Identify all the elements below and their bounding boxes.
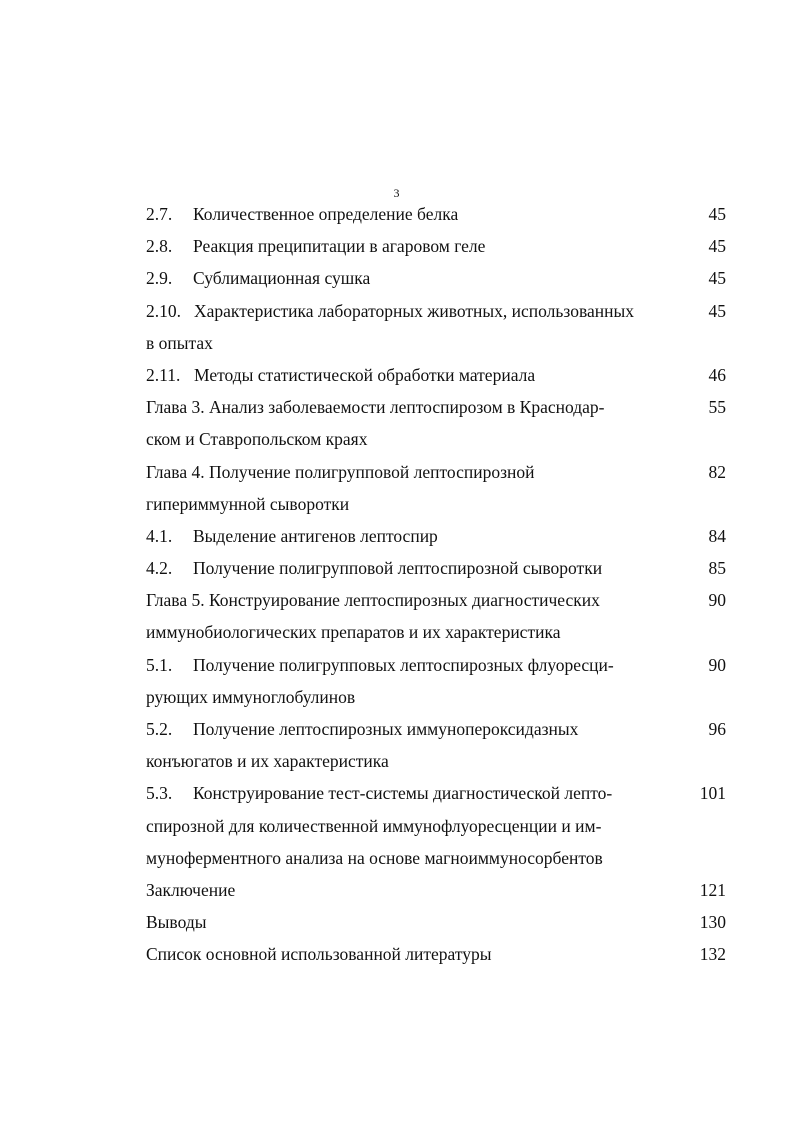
toc-line <box>146 327 726 359</box>
toc-entry-title: Количественное определение белка <box>193 204 459 224</box>
toc-line <box>146 745 726 777</box>
toc-line <box>146 456 726 488</box>
toc-entry-title-continued: иммунобиологических препаратов и их характеристика <box>146 622 561 643</box>
toc-line <box>146 874 726 906</box>
toc-entry-page: 45 <box>708 204 726 224</box>
toc-entry-page: 121 <box>699 879 726 900</box>
toc-entry-number: 5.3. <box>146 783 173 804</box>
toc-entry-number: 5.1. <box>146 654 173 675</box>
toc-line <box>146 842 726 874</box>
toc-entry-title: Характеристика лабораторных животных, использованных <box>194 300 634 321</box>
toc-entry-page: 46 <box>708 364 726 385</box>
toc-line <box>146 262 726 294</box>
toc-entry-title: Глава 3. Анализ заболеваемости лептоспирозом в Краснодар- <box>146 397 605 418</box>
toc-line <box>146 230 726 262</box>
toc-line <box>146 391 726 423</box>
toc-line <box>146 938 726 970</box>
toc-entry-title: Глава 5. Конструирование лептоспирозных диагностических <box>146 590 600 611</box>
toc-entry-title-continued: муноферментного анализа на основе магноиммуносорбентов <box>146 847 603 868</box>
toc-entry-title: Методы статистической обработки материала <box>194 364 536 385</box>
toc-line <box>146 713 726 745</box>
toc-entry-title: Глава 4. Получение полигрупповой лептоспирозной <box>146 461 535 482</box>
toc-line <box>146 810 726 842</box>
toc-entry-number: 2.10. <box>146 300 181 321</box>
toc-entry-title: Получение полигрупповой лептоспирозной сыворотки <box>193 558 603 579</box>
toc-entry-title: Сублимационная сушка <box>193 268 371 289</box>
toc-entry-title: Выводы <box>146 912 207 933</box>
toc-entry-title-continued: спирозной для количественной иммунофлуоресценции и им- <box>146 815 602 836</box>
page-number: 3 <box>393 186 400 200</box>
toc-line <box>146 423 726 455</box>
toc-entry-number: 5.2. <box>146 719 173 739</box>
toc-entry-page: 96 <box>708 719 726 739</box>
toc-entry-title: Список основной использованной литературы <box>146 944 492 965</box>
toc-entry-title-continued: ском и Ставропольском краях <box>146 429 368 450</box>
toc-line <box>146 198 726 230</box>
toc-entry-title: Получение лептоспирозных иммунопероксидазных <box>193 719 579 739</box>
toc-entry-page: 45 <box>708 300 726 321</box>
toc-entry-title-continued: конъюгатов и их характеристика <box>146 751 389 772</box>
toc-line <box>146 906 726 938</box>
table-of-contents <box>146 198 726 971</box>
toc-entry-title: Конструирование тест-системы диагностической лепто- <box>193 783 613 804</box>
toc-entry-number: 2.7. <box>146 204 173 224</box>
toc-entry-page: 45 <box>708 236 726 257</box>
toc-line <box>146 649 726 681</box>
toc-line <box>146 616 726 648</box>
toc-entry-title: Выделение антигенов лептоспир <box>193 525 438 546</box>
toc-entry-page: 90 <box>708 654 726 675</box>
toc-line <box>146 488 726 520</box>
toc-entry-page: 90 <box>708 590 726 611</box>
toc-entry-page: 132 <box>699 944 726 965</box>
toc-entry-title-continued: рующих иммуноглобулинов <box>146 686 356 707</box>
toc-entry-title: Получение полигрупповых лептоспирозных флуоресци- <box>193 654 614 675</box>
toc-entry-number: 2.8. <box>146 236 173 257</box>
toc-line <box>146 584 726 616</box>
toc-line <box>146 777 726 809</box>
toc-entry-number: 2.9. <box>146 268 173 289</box>
toc-entry-page: 130 <box>699 912 726 933</box>
toc-line <box>146 552 726 584</box>
toc-entry-number: 4.2. <box>146 558 173 579</box>
toc-entry-title: Реакция преципитации в агаровом геле <box>193 236 486 257</box>
toc-entry-number: 4.1. <box>146 525 173 546</box>
toc-entry-page: 85 <box>708 558 726 579</box>
toc-entry-number: 2.11. <box>146 364 181 385</box>
toc-entry-page: 84 <box>708 525 726 546</box>
toc-line <box>146 295 726 327</box>
toc-entry-page: 55 <box>708 397 726 418</box>
toc-line <box>146 520 726 552</box>
toc-entry-title-continued: в опытах <box>146 332 213 353</box>
toc-entry-title-continued: гипериммунной сыворотки <box>146 493 350 514</box>
toc-entry-page: 45 <box>708 268 726 289</box>
toc-entry-page: 101 <box>699 783 726 804</box>
toc-line <box>146 359 726 391</box>
toc-entry-page: 82 <box>708 461 726 482</box>
toc-line <box>146 681 726 713</box>
toc-entry-title: Заключение <box>146 879 236 900</box>
